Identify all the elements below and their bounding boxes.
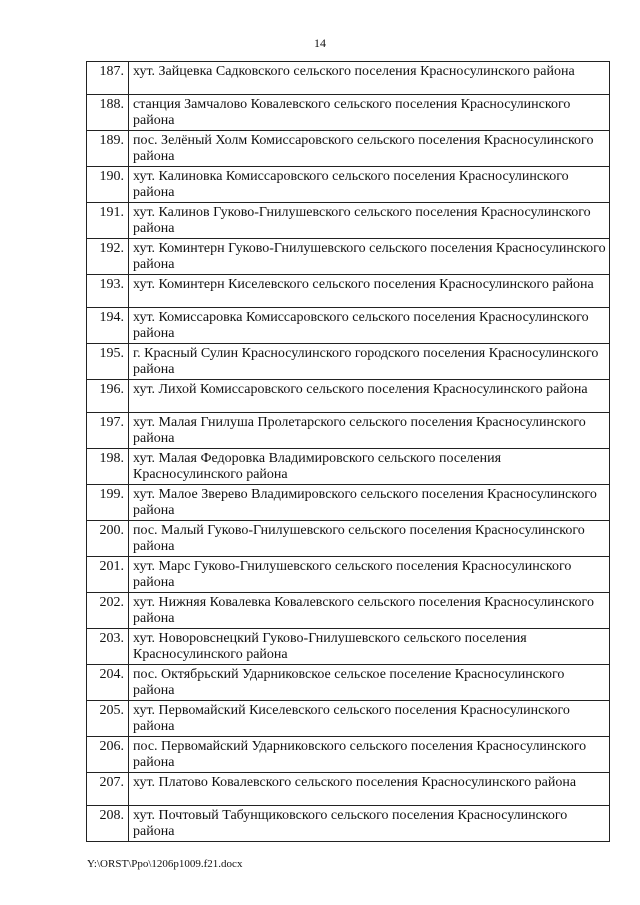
settlement-name: хут. Коминтерн Киселевского сельского поселения Красносулинского района (129, 275, 610, 308)
settlement-name: хут. Нижняя Ковалевка Ковалевского сельского поселения Красносулинского района (129, 593, 610, 629)
settlement-name: пос. Первомайский Ударниковского сельского поселения Красносулинского района (129, 737, 610, 773)
settlement-name: хут. Платово Ковалевского сельского поселения Красносулинского района (129, 773, 610, 806)
row-number: 196. (87, 380, 129, 413)
row-number: 200. (87, 521, 129, 557)
row-number: 206. (87, 737, 129, 773)
table-row (87, 773, 610, 806)
settlement-name: хут. Коминтерн Гуково-Гнилушевского сельского поселения Красносулинского района (129, 239, 610, 275)
table-row (87, 665, 610, 701)
table-row (87, 413, 610, 449)
row-number: 191. (87, 203, 129, 239)
settlement-name: хут. Марс Гуково-Гнилушевского сельского поселения Красносулинского района (129, 557, 610, 593)
row-number: 203. (87, 629, 129, 665)
table-row (87, 344, 610, 380)
table-row (87, 131, 610, 167)
table-row (87, 629, 610, 665)
table-row (87, 380, 610, 413)
row-number: 202. (87, 593, 129, 629)
table-row (87, 737, 610, 773)
settlements-table-body (87, 62, 610, 842)
table-row (87, 308, 610, 344)
table-row (87, 806, 610, 842)
row-number: 199. (87, 485, 129, 521)
settlement-name: хут. Калиновка Комиссаровского сельского поселения Красносулинского района (129, 167, 610, 203)
table-row (87, 485, 610, 521)
page-number: 14 (314, 36, 326, 50)
table-row (87, 167, 610, 203)
settlement-name: пос. Октябрьский Ударниковское сельское поселение Красносулинского района (129, 665, 610, 701)
row-number: 201. (87, 557, 129, 593)
row-number: 208. (87, 806, 129, 842)
settlement-name: станция Замчалово Ковалевского сельского поселения Красносулинского района (129, 95, 610, 131)
row-number: 198. (87, 449, 129, 485)
table-row (87, 275, 610, 308)
settlement-name: хут. Почтовый Табунщиковского сельского поселения Красносулинского района (129, 806, 610, 842)
settlement-name: хут. Калинов Гуково-Гнилушевского сельского поселения Красносулинского района (129, 203, 610, 239)
settlement-name: хут. Лихой Комиссаровского сельского поселения Красносулинского района (129, 380, 610, 413)
settlement-name: хут. Зайцевка Садковского сельского поселения Красносулинского района (129, 62, 610, 95)
table-row (87, 521, 610, 557)
settlement-name: пос. Зелёный Холм Комиссаровского сельского поселения Красносулинского района (129, 131, 610, 167)
table-row (87, 449, 610, 485)
table-row (87, 701, 610, 737)
settlement-name: хут. Малая Гнилуша Пролетарского сельского поселения Красносулинского района (129, 413, 610, 449)
row-number: 205. (87, 701, 129, 737)
row-number: 197. (87, 413, 129, 449)
settlement-name: г. Красный Сулин Красносулинского городского поселения Красносулинского района (129, 344, 610, 380)
document-path-footer: Y:\ORST\Ppo\1206p1009.f21.docx (87, 858, 243, 870)
settlement-name: хут. Новоровснецкий Гуково-Гнилушевского сельского поселения Красносулинского района (129, 629, 610, 665)
table-row (87, 239, 610, 275)
settlement-name: хут. Первомайский Киселевского сельского поселения Красносулинского района (129, 701, 610, 737)
row-number: 193. (87, 275, 129, 308)
settlement-name: хут. Малая Федоровка Владимировского сельского поселения Красносулинского района (129, 449, 610, 485)
table-row (87, 593, 610, 629)
settlement-name: пос. Малый Гуково-Гнилушевского сельского поселения Красносулинского района (129, 521, 610, 557)
table-row (87, 95, 610, 131)
row-number: 204. (87, 665, 129, 701)
row-number: 194. (87, 308, 129, 344)
row-number: 195. (87, 344, 129, 380)
row-number: 188. (87, 95, 129, 131)
row-number: 189. (87, 131, 129, 167)
table-row (87, 62, 610, 95)
settlement-name: хут. Малое Зверево Владимировского сельского поселения Красносулинского района (129, 485, 610, 521)
row-number: 207. (87, 773, 129, 806)
row-number: 187. (87, 62, 129, 95)
settlement-name: хут. Комиссаровка Комиссаровского сельского поселения Красносулинского района (129, 308, 610, 344)
row-number: 192. (87, 239, 129, 275)
table-row (87, 557, 610, 593)
table-row (87, 203, 610, 239)
settlements-table (86, 61, 610, 842)
row-number: 190. (87, 167, 129, 203)
